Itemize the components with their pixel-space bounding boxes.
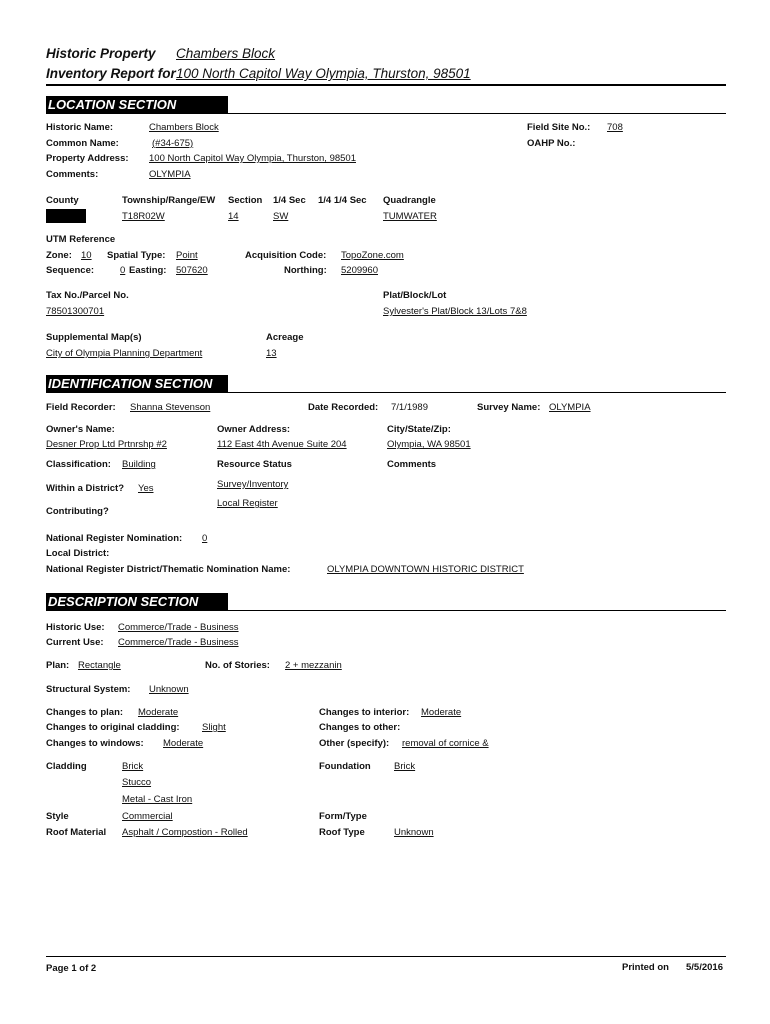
survey-name-value: OLYMPIA (549, 402, 591, 413)
spatial-type-value: Point (176, 250, 198, 261)
within-district-label: Within a District? (46, 483, 125, 494)
plat-block-lot-value: Sylvester's Plat/Block 13/Lots 7&8 (383, 306, 527, 317)
quadrangle-label: Quadrangle (383, 195, 436, 206)
tax-parcel-value: 78501300701 (46, 306, 105, 317)
cladding-value-metal: Metal - Cast Iron (122, 794, 193, 805)
section-value: 14 (228, 211, 239, 222)
structural-system-label: Structural System: (46, 684, 131, 695)
comments-value: OLYMPIA (149, 169, 191, 180)
page-number: Page 1 of 2 (46, 963, 97, 974)
county-label: County (46, 195, 79, 206)
resource-status-local-register: Local Register (217, 498, 278, 509)
report-title-address: 100 North Capitol Way Olympia, Thurston, 98501 (176, 66, 471, 81)
plan-value: Rectangle (78, 660, 121, 671)
sequence-value: 0 (120, 265, 126, 276)
identification-section-header: IDENTIFICATION SECTION (46, 375, 228, 393)
easting-label: Easting: (129, 265, 167, 276)
other-specify-label: Other (specify): (319, 738, 390, 749)
changes-interior-value: Moderate (421, 707, 462, 718)
oahp-label: OAHP No.: (527, 138, 576, 149)
comments-id-label: Comments (387, 459, 437, 470)
changes-interior-label: Changes to interior: (319, 707, 410, 718)
survey-name-label: Survey Name: (477, 402, 541, 413)
form-type-label: Form/Type (319, 811, 367, 822)
field-site-label: Field Site No.: (527, 122, 591, 133)
foundation-label: Foundation (319, 761, 371, 772)
sequence-label: Sequence: (46, 265, 95, 276)
current-use-value: Commerce/Trade - Business (118, 637, 239, 648)
nr-district-label: National Register District/Thematic Nomination Name: (46, 564, 291, 575)
style-value: Commercial (122, 811, 173, 822)
report-title-line1: Historic Property (46, 46, 156, 61)
easting-value: 507620 (176, 265, 208, 276)
historic-name-value: Chambers Block (149, 122, 219, 133)
foundation-value: Brick (394, 761, 416, 772)
owners-name-label: Owner's Name: (46, 424, 115, 435)
footer-rule (46, 956, 726, 957)
tax-parcel-label: Tax No./Parcel No. (46, 290, 129, 301)
roof-material-value: Asphalt / Compostion - Rolled (122, 827, 248, 838)
northing-value: 5209960 (341, 265, 378, 276)
location-section-rule (46, 113, 726, 114)
report-title-line2: Inventory Report for (46, 66, 176, 81)
roof-material-label: Roof Material (46, 827, 107, 838)
changes-other-label: Changes to other: (319, 722, 401, 733)
trs-value: T18R02W (122, 211, 165, 222)
cladding-value-brick: Brick (122, 761, 144, 772)
field-recorder-label: Field Recorder: (46, 402, 116, 413)
date-recorded-value: 7/1/1989 (391, 402, 428, 413)
within-district-value: Yes (138, 483, 154, 494)
style-label: Style (46, 811, 69, 822)
description-section-header: DESCRIPTION SECTION (46, 593, 228, 611)
acreage-value: 13 (266, 348, 277, 359)
northing-label: Northing: (284, 265, 327, 276)
common-name-value: (#34-675) (152, 138, 194, 149)
stories-value: 2 + mezzanin (285, 660, 342, 671)
county-redaction-box (46, 209, 86, 223)
nr-nomination-value: 0 (202, 533, 208, 544)
utm-reference-label: UTM Reference (46, 234, 116, 245)
current-use-label: Current Use: (46, 637, 104, 648)
historic-use-value: Commerce/Trade - Business (118, 622, 239, 633)
property-address-value: 100 North Capitol Way Olympia, Thurston, 98501 (149, 153, 356, 164)
city-state-zip-value: Olympia, WA 98501 (387, 439, 471, 450)
location-section-header: LOCATION SECTION (46, 96, 228, 114)
trs-label: Township/Range/EW (122, 195, 216, 206)
structural-system-value: Unknown (149, 684, 189, 695)
acreage-label: Acreage (266, 332, 304, 343)
local-district-label: Local District: (46, 548, 110, 559)
owners-name-value: Desner Prop Ltd Prtnrshp #2 (46, 439, 167, 450)
supplemental-map-value: City of Olympia Planning Department (46, 348, 203, 359)
printed-date: 5/5/2016 (686, 962, 723, 973)
changes-plan-label: Changes to plan: (46, 707, 124, 718)
owner-address-value: 112 East 4th Avenue Suite 204 (217, 439, 347, 450)
historic-use-label: Historic Use: (46, 622, 105, 633)
supplemental-map-label: Supplemental Map(s) (46, 332, 142, 343)
quarter-section-value: SW (273, 211, 289, 222)
field-recorder-value: Shanna Stevenson (130, 402, 211, 413)
resource-status-survey: Survey/Inventory (217, 479, 289, 490)
quarter-section-label: 1/4 Sec (273, 195, 306, 206)
identification-section-rule (46, 392, 726, 393)
date-recorded-label: Date Recorded: (308, 402, 379, 413)
description-section-rule (46, 610, 726, 611)
common-name-label: Common Name: (46, 138, 119, 149)
changes-cladding-label: Changes to original cladding: (46, 722, 180, 733)
resource-status-label: Resource Status (217, 459, 292, 470)
roof-type-value: Unknown (394, 827, 434, 838)
city-state-zip-label: City/State/Zip: (387, 424, 451, 435)
nr-district-value: OLYMPIA DOWNTOWN HISTORIC DISTRICT (327, 564, 524, 575)
stories-label: No. of Stories: (205, 660, 270, 671)
report-title-property-name: Chambers Block (176, 46, 276, 61)
printed-on-label: Printed on (622, 962, 669, 973)
contributing-label: Contributing? (46, 506, 109, 517)
other-specify-value: removal of cornice & (402, 738, 489, 749)
quadrangle-value: TUMWATER (383, 211, 437, 222)
classification-label: Classification: (46, 459, 111, 470)
cladding-label: Cladding (46, 761, 87, 772)
plan-label: Plan: (46, 660, 70, 671)
comments-label: Comments: (46, 169, 99, 180)
acquisition-code-value: TopoZone.com (341, 250, 404, 261)
historic-name-label: Historic Name: (46, 122, 114, 133)
header-rule (46, 84, 726, 86)
changes-cladding-value: Slight (202, 722, 226, 733)
zone-value: 10 (81, 250, 92, 261)
acquisition-code-label: Acquisition Code: (245, 250, 327, 261)
classification-value: Building (122, 459, 156, 470)
quarter-quarter-label: 1/4 1/4 Sec (318, 195, 367, 206)
spatial-type-label: Spatial Type: (107, 250, 166, 261)
changes-plan-value: Moderate (138, 707, 179, 718)
roof-type-label: Roof Type (319, 827, 365, 838)
zone-label: Zone: (46, 250, 72, 261)
changes-windows-label: Changes to windows: (46, 738, 144, 749)
nr-nomination-label: National Register Nomination: (46, 533, 183, 544)
cladding-value-stucco: Stucco (122, 777, 152, 788)
owner-address-label: Owner Address: (217, 424, 291, 435)
section-label: Section (228, 195, 263, 206)
field-site-value: 708 (607, 122, 623, 133)
property-address-label: Property Address: (46, 153, 129, 164)
changes-windows-value: Moderate (163, 738, 204, 749)
plat-block-lot-label: Plat/Block/Lot (383, 290, 447, 301)
